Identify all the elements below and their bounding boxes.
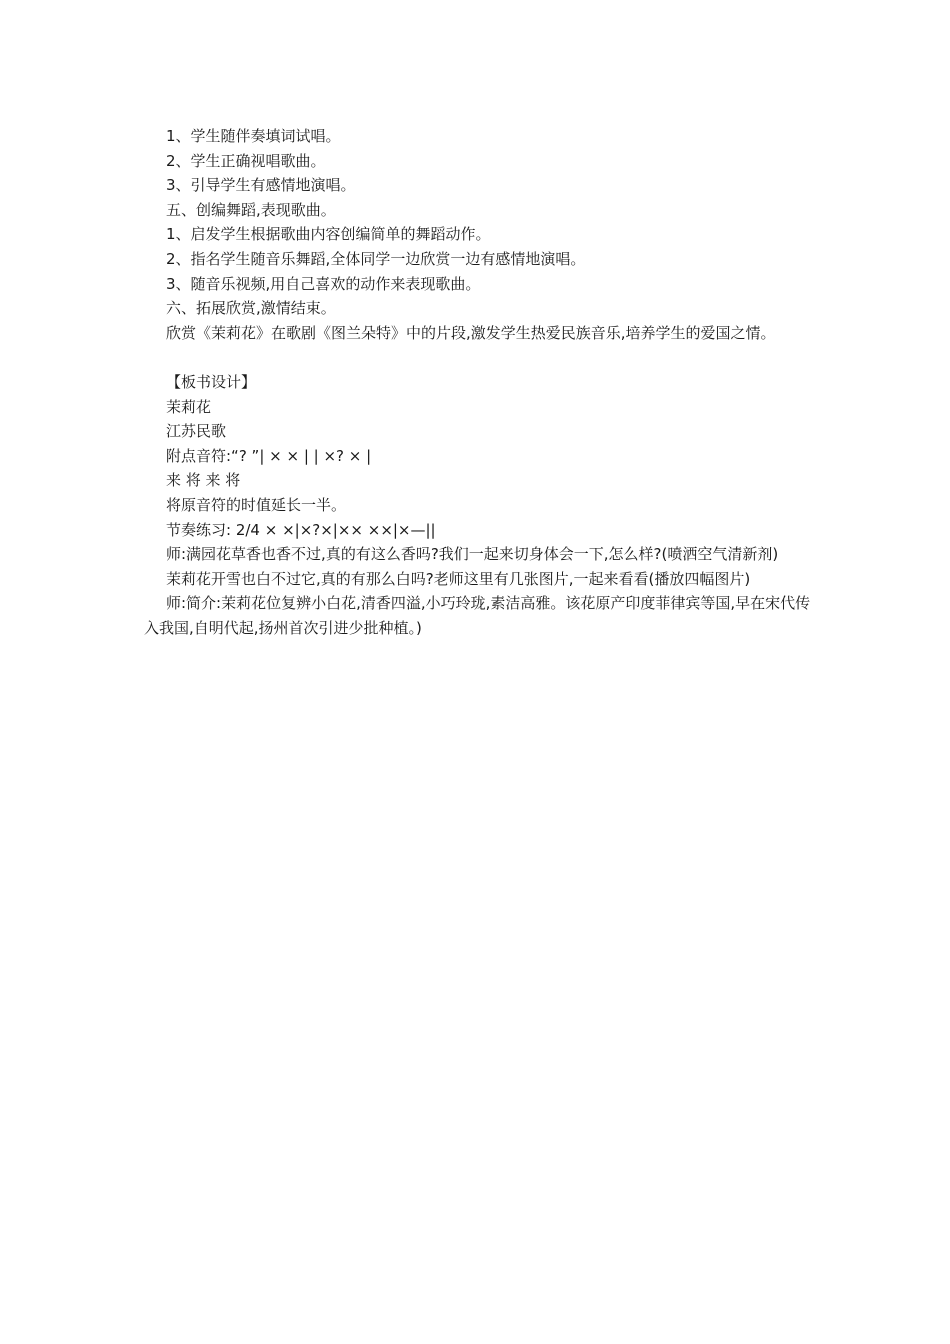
board-design-heading: 【板书设计】 <box>166 372 257 391</box>
text-line: 欣赏《茉莉花》在歌剧《图兰朵特》中的片段,激发学生热爱民族音乐,培养学生的爱国之情。 <box>166 323 776 342</box>
board-line: 附点音符:“? ”| × × | | ×? × | <box>166 446 372 465</box>
board-line: 茉莉花 <box>166 397 212 416</box>
board-line: 将原音符的时值延长一半。 <box>166 495 347 514</box>
text-line: 1、学生随伴奏填词试唱。 <box>166 127 341 145</box>
board-line: 来 将 来 将 <box>166 471 241 490</box>
section-heading: 六、拓展欣赏,激情结束。 <box>166 299 336 318</box>
paragraph: 师:满园花草香也香不过,真的有这么香吗?我们一起来切身体会一下,怎么样?(喷洒空气清新剂) <box>166 545 779 564</box>
text-line: 3、随音乐视频,用自己喜欢的动作来表现歌曲。 <box>166 274 481 293</box>
blank-line <box>144 345 824 370</box>
document-body <box>144 124 824 640</box>
paragraph: 茉莉花开雪也白不过它,真的有那么白吗?老师这里有几张图片,一起来看看(播放四幅图片) <box>166 569 751 588</box>
board-line: 江苏民歌 <box>166 422 227 441</box>
text-line: 1、启发学生根据歌曲内容创编简单的舞蹈动作。 <box>166 225 491 244</box>
board-line: 节奏练习: 2/4 × ×|×?×|×× ××|×—|| <box>166 520 436 539</box>
paragraph: 师:简介:茉莉花位复辨小白花,清香四溢,小巧玲珑,素洁高雅。该花原产印度菲律宾等国,早在宋代传入我国,自明代起,扬州首次引进少批种植。) <box>144 594 811 637</box>
text-line: 3、引导学生有感情地演唱。 <box>166 176 356 195</box>
text-line: 2、学生正确视唱歌曲。 <box>166 151 326 170</box>
text-line: 2、指名学生随音乐舞蹈,全体同学一边欣赏一边有感情地演唱。 <box>166 249 586 268</box>
section-heading: 五、创编舞蹈,表现歌曲。 <box>166 200 336 219</box>
